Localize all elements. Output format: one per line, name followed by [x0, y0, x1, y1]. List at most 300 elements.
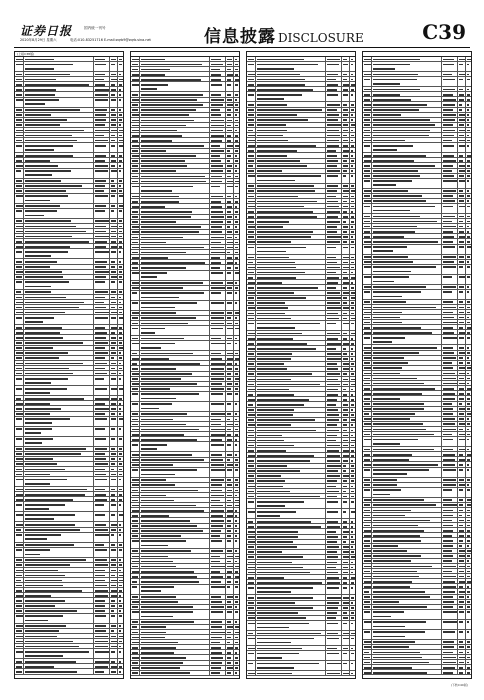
table-cell	[210, 417, 226, 421]
table-cell	[131, 138, 140, 142]
table-cell	[363, 508, 372, 512]
text-mass	[343, 379, 348, 381]
text-mass	[25, 641, 73, 643]
text-mass	[25, 276, 63, 278]
table-cell	[247, 87, 256, 91]
table-cell	[210, 225, 226, 229]
table-cell	[363, 468, 372, 477]
text-mass	[235, 459, 238, 461]
table-cell	[94, 179, 110, 183]
table-cell	[234, 67, 239, 71]
text-mass	[119, 453, 122, 455]
table-cell	[226, 610, 234, 619]
table-cell	[131, 291, 140, 300]
table-cell	[210, 382, 226, 386]
table-cell	[256, 123, 326, 127]
text-mass	[373, 175, 420, 177]
text-mass	[248, 201, 255, 203]
text-mass	[119, 448, 122, 450]
table-cell	[458, 584, 466, 588]
table-cell	[458, 630, 466, 639]
text-mass	[227, 363, 233, 365]
text-mass	[257, 221, 289, 223]
text-mass	[351, 282, 353, 284]
table-cell	[372, 143, 442, 152]
table-cell	[350, 671, 355, 675]
table-cell	[118, 487, 123, 491]
text-mass	[459, 652, 463, 654]
text-mass	[467, 499, 471, 501]
text-mass	[111, 494, 116, 496]
table-cell	[256, 92, 326, 101]
text-mass	[343, 79, 348, 81]
text-mass	[211, 484, 222, 486]
text-mass	[95, 600, 105, 602]
text-mass	[257, 521, 311, 523]
text-mass	[25, 428, 53, 430]
text-mass	[467, 383, 470, 385]
table-cell	[15, 300, 24, 304]
text-mass	[364, 195, 370, 197]
header-rule	[14, 47, 470, 48]
text-mass	[211, 59, 221, 61]
text-mass	[16, 600, 22, 602]
text-mass	[16, 347, 22, 349]
table-cell	[326, 555, 342, 559]
table-cell	[140, 655, 210, 659]
text-mass	[467, 520, 470, 522]
text-mass	[343, 445, 348, 447]
text-mass	[467, 291, 469, 293]
table-cell	[466, 265, 471, 274]
text-mass	[235, 520, 237, 522]
table-cell	[247, 377, 256, 381]
text-mass	[141, 556, 169, 558]
table-cell	[466, 214, 471, 218]
table-cell	[94, 492, 110, 496]
table-cell	[326, 408, 342, 412]
text-mass	[467, 160, 470, 162]
table-cell	[466, 361, 471, 365]
text-mass	[373, 206, 435, 208]
table-cell	[372, 118, 442, 122]
text-mass	[227, 145, 233, 147]
text-mass	[364, 332, 371, 334]
table-row	[247, 174, 355, 184]
text-mass	[467, 545, 469, 547]
table-cell	[372, 113, 442, 117]
text-mass	[373, 398, 400, 400]
table-cell	[131, 518, 140, 522]
table-cell	[372, 559, 442, 563]
table-cell	[363, 138, 372, 142]
table-cell	[15, 512, 24, 521]
table-cell	[466, 538, 471, 542]
table-cell	[140, 57, 210, 61]
text-mass	[364, 555, 371, 557]
table-cell	[118, 184, 123, 188]
table-cell	[210, 260, 226, 264]
text-mass	[364, 591, 370, 593]
text-mass	[248, 292, 255, 294]
table-cell	[94, 568, 110, 572]
text-mass	[235, 104, 238, 106]
table-cell	[466, 128, 471, 132]
table-cell	[326, 352, 342, 356]
table-row	[131, 610, 239, 620]
text-mass	[343, 511, 347, 513]
text-mass	[227, 535, 231, 537]
table-cell	[15, 593, 24, 597]
table-cell	[466, 113, 471, 117]
table-cell	[110, 502, 118, 511]
text-mass	[373, 378, 417, 380]
table-cell	[234, 437, 239, 441]
text-mass	[141, 490, 198, 492]
table-cell	[466, 610, 471, 619]
text-mass	[132, 267, 138, 269]
table-cell	[210, 412, 226, 416]
text-mass	[132, 343, 139, 345]
text-mass	[467, 631, 470, 633]
table-cell	[350, 245, 355, 254]
text-mass	[141, 206, 165, 208]
table-cell	[350, 352, 355, 356]
text-mass	[25, 655, 64, 657]
text-mass	[95, 317, 108, 319]
text-mass	[16, 64, 23, 66]
text-mass	[119, 165, 121, 167]
text-mass	[227, 262, 233, 264]
table-cell	[210, 372, 226, 376]
table-cell	[256, 316, 326, 320]
table-cell	[342, 509, 350, 518]
text-mass	[327, 292, 340, 294]
text-mass	[257, 201, 317, 203]
table-cell	[140, 595, 210, 599]
text-mass	[364, 586, 371, 588]
table-cell	[442, 371, 458, 375]
text-mass	[16, 261, 22, 263]
text-mass	[373, 296, 402, 298]
text-mass	[364, 312, 372, 314]
text-mass	[211, 155, 221, 157]
table-cell	[234, 199, 239, 203]
table-cell	[94, 467, 110, 471]
text-mass	[459, 566, 465, 568]
table-cell	[363, 574, 372, 578]
text-mass	[95, 205, 106, 207]
table-cell	[350, 331, 355, 335]
text-mass	[119, 585, 123, 587]
table-cell	[94, 219, 110, 223]
table-cell	[234, 149, 239, 153]
table-cell	[24, 153, 94, 157]
table-cell	[24, 563, 94, 567]
table-cell	[15, 558, 24, 562]
table-cell	[94, 184, 110, 188]
table-cell	[24, 492, 94, 496]
text-mass	[235, 550, 237, 552]
table-cell	[140, 569, 210, 573]
text-mass	[111, 666, 117, 668]
table-cell	[350, 631, 355, 635]
text-mass	[467, 221, 470, 223]
table-cell	[342, 280, 350, 284]
table-cell	[458, 87, 466, 91]
text-mass	[235, 490, 238, 492]
text-mass	[467, 484, 469, 486]
table-cell	[247, 494, 256, 498]
text-mass	[443, 423, 456, 425]
text-mass	[248, 282, 255, 284]
text-mass	[141, 621, 194, 623]
text-mass	[467, 64, 469, 66]
text-mass	[141, 520, 190, 522]
text-mass	[25, 514, 75, 516]
text-mass	[25, 534, 61, 536]
text-mass	[459, 266, 463, 268]
table-cell	[131, 377, 140, 381]
text-mass	[16, 666, 22, 668]
table-cell	[24, 401, 94, 405]
text-mass	[459, 489, 463, 491]
table-cell	[15, 169, 24, 178]
table-cell	[350, 545, 355, 549]
text-mass	[364, 449, 370, 451]
table-cell	[15, 128, 24, 132]
table-cell	[234, 605, 239, 609]
table-cell	[256, 225, 326, 229]
table-cell	[226, 286, 234, 290]
text-mass	[373, 464, 438, 466]
table-cell	[140, 326, 210, 335]
text-mass	[132, 490, 138, 492]
table-cell	[466, 554, 471, 558]
table-cell	[94, 62, 110, 71]
text-mass	[25, 74, 70, 76]
text-mass	[327, 318, 339, 320]
table-cell	[326, 494, 342, 498]
table-cell	[350, 235, 355, 239]
table-cell	[24, 98, 94, 107]
text-mass	[119, 59, 122, 61]
table-cell	[234, 271, 239, 280]
text-mass	[248, 307, 255, 309]
text-mass	[373, 281, 394, 283]
table-cell	[256, 474, 326, 478]
table-cell	[458, 133, 466, 137]
text-mass	[132, 368, 139, 370]
text-mass	[25, 422, 52, 424]
table-cell	[140, 179, 210, 183]
table-cell	[466, 290, 471, 299]
text-mass	[373, 667, 412, 669]
table-cell	[110, 664, 118, 668]
text-mass	[227, 530, 231, 532]
table-cell	[326, 209, 342, 213]
table-cell	[210, 625, 226, 629]
table-cell	[94, 477, 110, 486]
text-mass	[95, 378, 104, 380]
text-mass	[235, 69, 238, 71]
text-mass	[459, 362, 463, 364]
table-cell	[210, 301, 226, 310]
text-mass	[257, 140, 288, 142]
table-row	[363, 275, 471, 285]
text-mass	[459, 170, 465, 172]
text-mass	[459, 195, 464, 197]
table-cell	[24, 558, 94, 562]
table-cell	[234, 143, 239, 147]
table-cell	[15, 548, 24, 557]
table-row	[131, 671, 239, 676]
text-mass	[257, 318, 291, 320]
text-mass	[141, 226, 202, 228]
text-mass	[132, 74, 139, 76]
text-mass	[257, 236, 312, 238]
table-cell	[210, 610, 226, 619]
text-mass	[248, 348, 255, 350]
table-cell	[110, 92, 118, 96]
text-mass	[364, 124, 370, 126]
text-mass	[227, 282, 233, 284]
table-cell	[24, 396, 94, 400]
text-mass	[343, 373, 348, 375]
table-cell	[342, 148, 350, 152]
text-mass	[257, 536, 298, 538]
table-cell	[363, 559, 372, 563]
table-cell	[466, 513, 471, 517]
text-mass	[257, 511, 296, 513]
table-cell	[110, 169, 118, 178]
table-cell	[372, 366, 442, 370]
table-cell	[458, 255, 466, 259]
table-cell	[226, 326, 234, 335]
table-cell	[118, 604, 123, 608]
text-mass	[343, 302, 348, 304]
table-cell	[118, 512, 123, 521]
table-cell	[363, 396, 372, 400]
text-mass	[467, 347, 469, 349]
table-cell	[342, 443, 350, 447]
table-cell	[94, 664, 110, 668]
table-cell	[363, 199, 372, 203]
text-mass	[248, 185, 255, 187]
table-cell	[256, 413, 326, 417]
table-cell	[350, 601, 355, 605]
text-mass	[235, 247, 239, 249]
table-cell	[110, 290, 118, 294]
text-mass	[95, 231, 106, 233]
text-mass	[343, 363, 349, 365]
text-mass	[364, 276, 371, 278]
table-cell	[118, 472, 123, 476]
table-cell	[210, 655, 226, 659]
table-cell	[131, 635, 140, 639]
table-cell	[15, 669, 24, 673]
table-cell	[234, 655, 239, 659]
table-cell	[118, 133, 123, 137]
text-mass	[443, 327, 453, 329]
text-mass	[211, 343, 225, 345]
text-mass	[16, 575, 22, 577]
text-mass	[343, 292, 349, 294]
text-mass	[227, 662, 232, 664]
table-cell	[256, 524, 326, 528]
table-row	[131, 82, 239, 92]
table-cell	[131, 534, 140, 538]
text-mass	[119, 124, 121, 126]
table-cell	[110, 265, 118, 269]
table-cell	[94, 204, 110, 208]
table-cell	[234, 650, 239, 654]
text-mass	[25, 605, 55, 607]
text-mass	[327, 64, 340, 66]
text-mass	[327, 89, 338, 91]
text-mass	[235, 535, 237, 537]
table-cell	[118, 371, 123, 375]
text-mass	[132, 69, 138, 71]
table-cell	[210, 133, 226, 137]
table-cell	[110, 189, 118, 193]
table-cell	[372, 265, 442, 274]
table-cell	[372, 569, 442, 573]
text-mass	[95, 549, 107, 551]
text-mass	[235, 586, 238, 588]
text-mass	[373, 332, 432, 334]
table-cell	[372, 523, 442, 527]
text-mass	[141, 373, 193, 375]
section-title-en: DISCLOSURE	[278, 31, 364, 45]
table-cell	[363, 376, 372, 380]
table-cell	[140, 417, 210, 421]
text-mass	[95, 489, 105, 491]
table-cell	[256, 448, 326, 452]
text-mass	[257, 94, 303, 96]
table-cell	[118, 598, 123, 602]
text-mass	[248, 343, 254, 345]
text-mass	[132, 272, 139, 274]
table-cell	[342, 438, 350, 442]
text-mass	[95, 135, 104, 137]
text-mass	[227, 247, 233, 249]
table-cell	[94, 189, 110, 193]
table-cell	[118, 229, 123, 233]
table-cell	[15, 401, 24, 405]
table-cell	[118, 325, 123, 329]
table-cell	[458, 432, 466, 436]
table-cell	[350, 372, 355, 376]
text-mass	[235, 242, 238, 244]
table-cell	[256, 555, 326, 559]
table-cell	[342, 631, 350, 635]
table-cell	[350, 148, 355, 152]
table-cell	[24, 143, 94, 152]
table-cell	[15, 533, 24, 542]
table-cell	[256, 606, 326, 610]
table-cell	[372, 650, 442, 654]
text-mass	[25, 64, 74, 66]
text-mass	[25, 590, 83, 592]
text-mass	[141, 672, 191, 674]
table-cell	[363, 386, 372, 390]
text-mass	[119, 474, 122, 476]
table-cell	[234, 215, 239, 219]
table-cell	[442, 138, 458, 142]
text-mass	[16, 363, 24, 365]
table-cell	[110, 528, 118, 532]
